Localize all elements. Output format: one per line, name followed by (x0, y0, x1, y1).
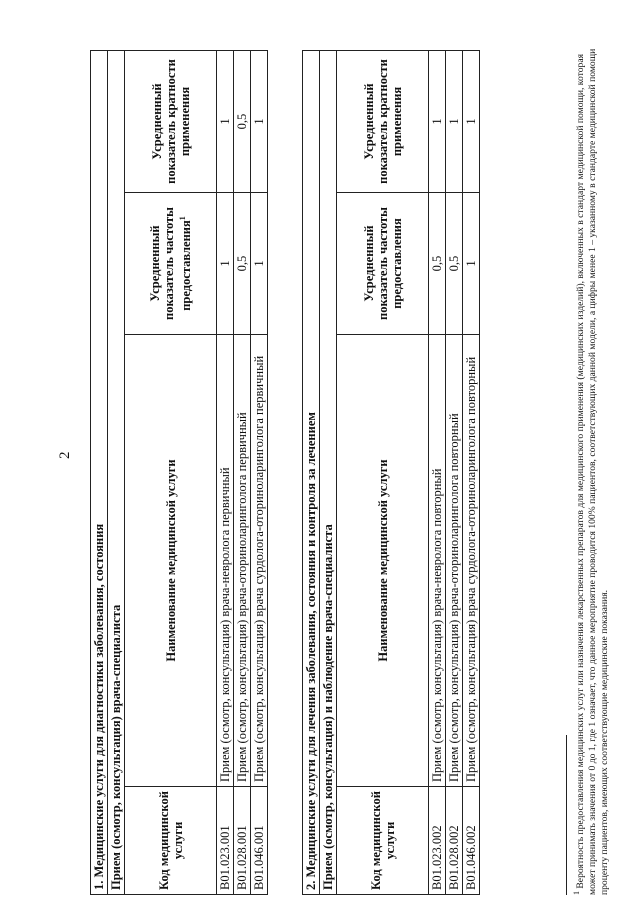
services-table-treatment (302, 50, 480, 895)
service-name: Прием (осмотр, консультация) врача-невролога повторный (429, 335, 446, 787)
frequency-value: 1 (217, 193, 234, 335)
multiplicity-value: 1 (217, 51, 234, 193)
service-code: B01.046.001 (251, 787, 268, 895)
table-row (251, 51, 268, 895)
service-code: B01.023.002 (429, 787, 446, 895)
multiplicity-value: 1 (251, 51, 268, 193)
frequency-value: 1 (251, 193, 268, 335)
header-code: Код медицинской услуги (125, 787, 217, 895)
table-row (217, 51, 234, 895)
header-multiplicity: Усредненный показатель кратности применения (337, 50, 429, 192)
frequency-value: 0,5 (234, 193, 251, 335)
header-frequency: Усредненный показатель частоты предоставления$^1$ (125, 193, 217, 335)
service-code: B01.028.001 (234, 787, 251, 895)
service-code: B01.028.002 (446, 787, 463, 895)
service-code: B01.046.002 (463, 787, 480, 895)
footnote-separator (566, 735, 567, 895)
footnote-ref: 1 (177, 216, 187, 221)
table-row (446, 50, 463, 894)
frequency-value: 0,5 (446, 193, 463, 335)
multiplicity-value: 1 (446, 50, 463, 192)
page-number: 2 (57, 451, 73, 459)
service-name: Прием (осмотр, консультация) врача-оториноларинголога первичный (234, 335, 251, 787)
header-multiplicity: Усредненный показатель кратности применения (125, 51, 217, 193)
service-name: Прием (осмотр, консультация) врача-невролога первичный (217, 335, 234, 787)
header-code: Код медицинской услуги (337, 787, 429, 895)
footnote-marker: 1 (572, 891, 581, 895)
section-subtitle: Прием (осмотр, консультация) и наблюдение врача-специалиста (320, 50, 337, 894)
footnote (571, 45, 611, 895)
service-name: Прием (осмотр, консультация) врача сурдолога-оториноларинголога первичный (251, 335, 268, 787)
service-name: Прием (осмотр, консультация) врача сурдолога-оториноларинголога повторный (463, 335, 480, 787)
frequency-value: 1 (463, 193, 480, 335)
service-code: B01.023.001 (217, 787, 234, 895)
section-title: 2. Медицинские услуги для лечения заболевания, состояния и контроля за лечением (303, 50, 320, 894)
footnote-text: Вероятность предоставления медицинских услуг или назначения лекарственных препаратов для медицинского применения (медицинских изделий), включенных в стандарт медицинской помощи, которая может принимать значения от 0 до 1, где 1 означает, что данное мероприятие проводится 100% пациентов, соответствующих данной модели, а цифры менее 1 – указанному в стандарте медицинской помощи проценту пациентов, имеющих соответствующие медицинские показания. (575, 48, 611, 895)
frequency-value: 0,5 (429, 193, 446, 335)
table-row (463, 50, 480, 894)
section-title: 1. Медицинские услуги для диагностики заболевания, состояния (91, 51, 108, 895)
table-row (429, 50, 446, 894)
header-name: Наименование медицинской услуги (125, 335, 217, 787)
header-name: Наименование медицинской услуги (337, 335, 429, 787)
multiplicity-value: 1 (429, 50, 446, 192)
services-table-diagnostics (90, 50, 268, 895)
multiplicity-value: 1 (463, 50, 480, 192)
header-frequency: Усредненный показатель частоты предоставления (337, 193, 429, 335)
section-subtitle: Прием (осмотр, консультация) врача-специалиста (108, 51, 125, 895)
service-name: Прием (осмотр, консультация) врача-оториноларинголога повторный (446, 335, 463, 787)
multiplicity-value: 0,5 (234, 51, 251, 193)
table-row (234, 51, 251, 895)
